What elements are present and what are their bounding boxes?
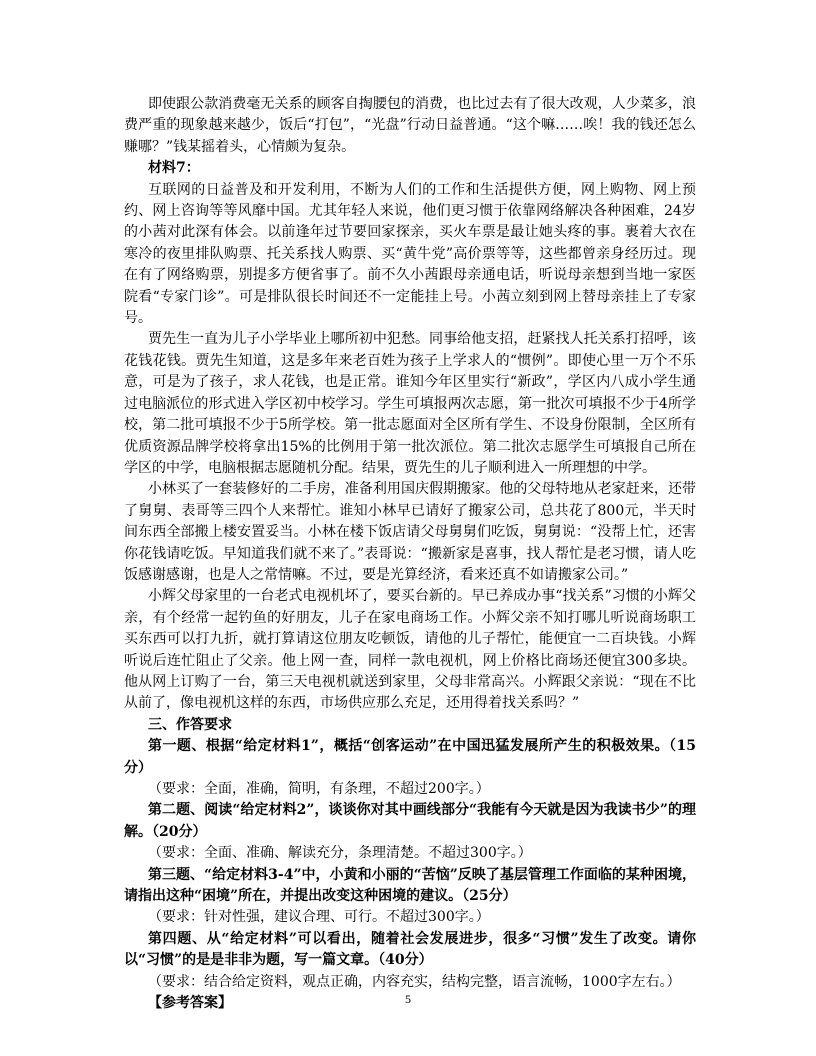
section-heading-requirements: 三、作答要求: [148, 716, 232, 733]
question-1: 第一题、根据“给定材料1”，概括“创客运动”在中国迅猛发展所产生的积极效果。（15分）: [124, 738, 696, 776]
material-7-heading: 材料7：: [148, 160, 200, 177]
question-2: 第二题、阅读“给定材料2”，谈谈你对其中画线部分“我能有今天就是因为我读书少”的理解。（20分）: [124, 802, 696, 840]
paragraph-xiaohui: 小辉父母家里的一台老式电视机坏了，要买台新的。早已养成办事“找关系”习惯的小辉父亲，有个经常一起钓鱼的好朋友，儿子在家电商场工作。小辉父亲不知打哪儿听说商场职工买东西可以打九折，就打算请这位朋友吃顿饭，请他的儿子帮忙，能便宜一二百块钱。小辉听说后连忙阻止了父亲。他上网一查，同样一款电视机，网上价格比商场还便宜300多块。他从网上订购了一台，第三天电视机就送到家里，父母非常高兴。小辉跟父亲说：“现在不比从前了，像电视机这样的东西，市场供应那么充足，还用得着找关系吗？”: [124, 588, 696, 712]
question-3: 第三题、“给定材料3-4”中，小黄和小丽的“苦恼”反映了基层管理工作面临的某种困境，请指出这种“困境”所在，并提出改变这种困境的建议。（25分）: [124, 866, 696, 905]
question-3-requirement: （要求：针对性强，建议合理、可行。不超过300字。）: [148, 909, 490, 926]
paragraph-xiaolin: 小林买了一套装修好的二手房，准备利用国庆假期搬家。他的父母特地从老家赶来，还带了舅舅、表哥等三四个人来帮忙。谁知小林早已请好了搬家公司，总共花了800元，半天时间东西全部搬上楼安置妥当。小林在楼下饭店请父母舅舅们吃饭，舅舅说：“没帮上忙，还害你花钱请吃饭。早知道我们就不来了。”表哥说：“搬新家是喜事，找人帮忙是老习惯，请人吃饭感谢感谢，也是人之常情嘛。不过，要是光算经济，看来还真不如请搬家公司。”: [124, 481, 696, 583]
question-1-requirement: （要求：全面，准确，简明，有条理，不超过200字。）: [148, 781, 490, 797]
page-number: 5: [405, 992, 411, 1006]
paragraph-mr-jia: 贾先生一直为儿子小学毕业上哪所初中犯愁。同事给他支招，赶紧找人托关系打招呼，该花钱花钱。贾先生知道，这是多年来老百姓为孩子上学求人的“惯例”。即使心里一万个不乐意，可是为了孩子，求人花钱，也是正常。谁知今年区里实行“新政”，学区内八成小学生通过电脑派位的形式进入学区初中校学习。学生可填报两次志愿，第一批次可填报不少于4所学校，第二批可填报不少于5所学校。第一批志愿面对全区所有学生、不设身份限制，全区所有优质资源品牌学校将拿出15%的比例用于第一批次派位。第二批次志愿学生可填报自己所在学区的中学，电脑根据志愿随机分配。结果，贾先生的儿子顺利进入一所理想的中学。: [124, 331, 696, 476]
question-4: 第四题、从“给定材料”可以看出，随着社会发展进步，很多“习惯”发生了改变。请你以“习惯”的是是非非为题，写一篇文章。（40分）: [124, 930, 696, 969]
reference-answer-heading: 【参考答案】: [148, 995, 232, 1012]
paragraph-consumption: 即使跟公款消费毫无关系的顾客自掏腰包的消费，也比过去有了很大改观，人少菜多，浪费严重的现象越来越少，饭后“打包”，“光盘”行动日益普通。“这个嘛……唉！我的钱还怎么赚哪？”钱某摇着头，心情颇为复杂。: [124, 96, 696, 155]
document-body: [124, 94, 696, 1014]
paragraph-internet: 互联网的日益普及和开发利用，不断为人们的工作和生活提供方便，网上购物、网上预约、网上咨询等等风靡中国。尤其年轻人来说，他们更习惯于依靠网络解决各种困难，24岁的小茜对此深有体会。以前逢年过节要回家探亲，买火车票是最让她头疼的事。裹着大衣在寒冷的夜里排队购票、托关系找人购票、买“黄牛党”高价票等等，这些都曾亲身经历过。现在有了网络购票，别提多方便省事了。前不久小茜跟母亲通电话，听说母亲想到当地一家医院看“专家门诊”。可是排队很长时间还不一定能挂上号。小茜立刻到网上替母亲挂上了专家号。: [124, 181, 696, 327]
question-2-requirement: （要求：全面、准确、解读充分，条理清楚。不超过300字。）: [148, 845, 532, 862]
question-4-requirement: （要求：结合给定资料，观点正确，内容充实，结构完整，语言流畅，1000字左右。）: [148, 973, 681, 990]
